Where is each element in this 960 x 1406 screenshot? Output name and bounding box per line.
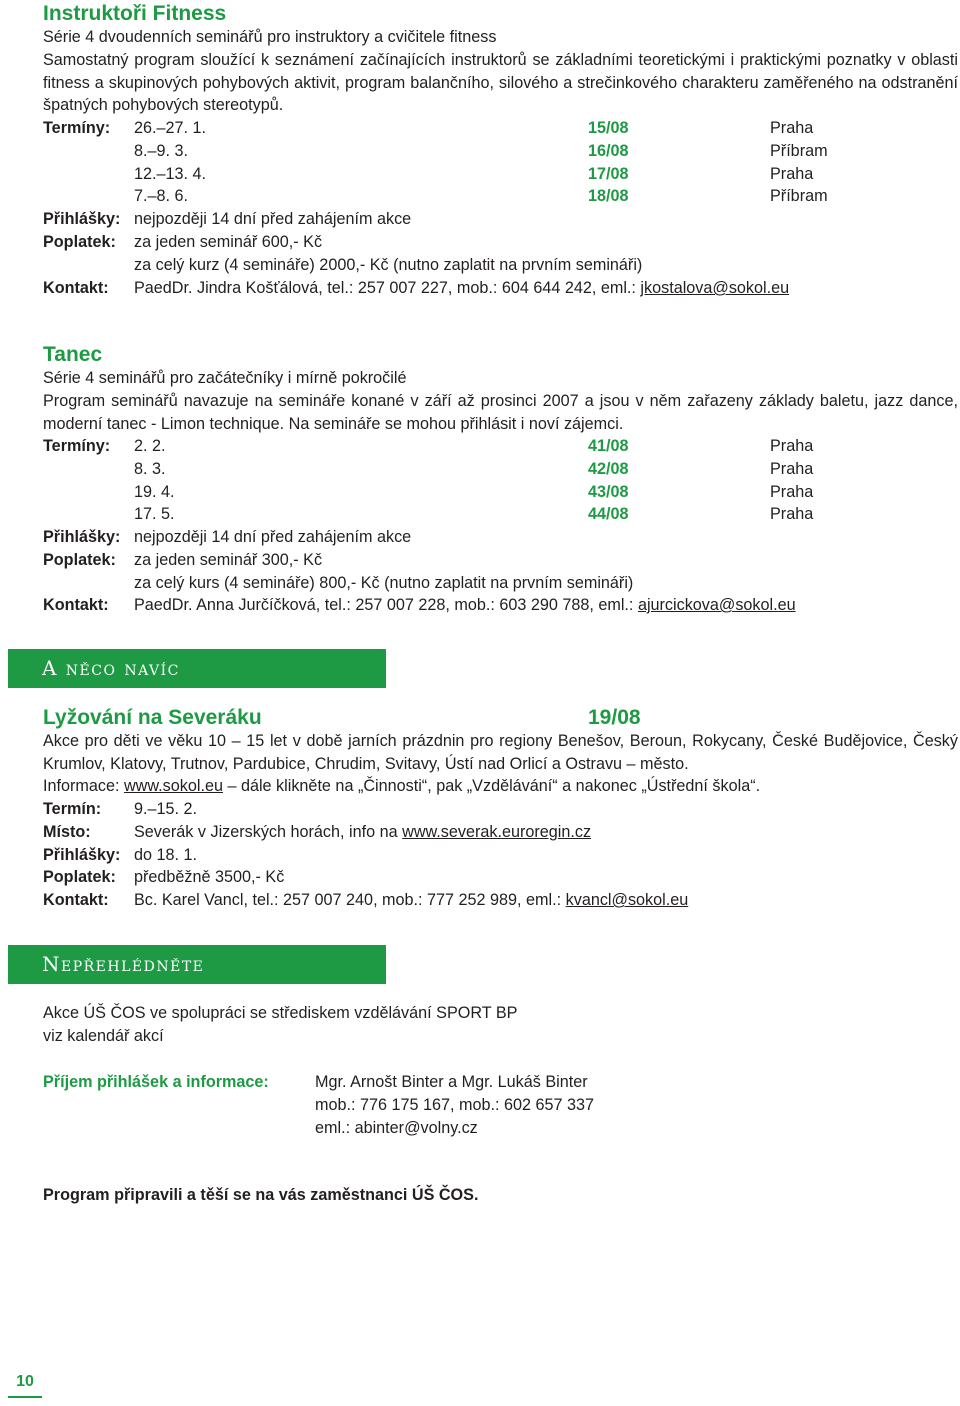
contact-details: Bc. Karel Vancl, tel.: 257 007 240, mob.: 777 252 989, eml.: (134, 891, 566, 909)
term-code: 17/08 (588, 165, 629, 183)
fee-label: Poplatek: (43, 868, 116, 886)
fee-text: za jeden seminář 600,- Kč (134, 233, 323, 251)
term-place: Praha (770, 505, 814, 523)
contact-text (134, 277, 789, 300)
term-code: 43/08 (588, 483, 629, 501)
term-place: Praha (770, 483, 814, 501)
fitness-subtitle: Série 4 dvoudenních seminářů pro instruktory a cvičitele fitness (43, 28, 497, 46)
dance-title: Tanec (43, 343, 103, 366)
term-place: Praha (770, 165, 814, 183)
contact-email-link[interactable]: kvancl@sokol.eu (565, 891, 689, 909)
info-text: – dále klikněte na „Činnosti“, pak „Vzdělávání“ a nakonec „Ústřední škola“. (222, 777, 761, 795)
signup-text: nejpozději 14 dní před zahájením akce (134, 210, 412, 228)
terms-label: Termíny: (43, 119, 111, 137)
signup-label: Přihlášky: (43, 846, 121, 864)
term-code: 18/08 (588, 187, 629, 205)
section-banner-extra: A něco navíc (8, 649, 386, 688)
term-date: 7.–8. 6. (134, 187, 189, 205)
signup-text: nejpozději 14 dní před zahájením akce (134, 528, 412, 546)
term-code: 15/08 (588, 119, 629, 137)
term-date: 9.–15. 2. (134, 800, 198, 818)
fitness-description: Samostatný program sloužící k seznámení začínajících instruktorů se základními teoretickými i praktickými poznatky v oblasti fitness a skupinových pohybových aktivit, program balančního, silového a strečinkového charakteru zaměřeného na odstranění špatných pohybových stereotypů. (43, 51, 958, 115)
term-place: Příbram (770, 187, 828, 205)
contact-details: PaedDr. Anna Jurčíčková, tel.: 257 007 228, mob.: 603 290 788, eml.: (134, 596, 638, 614)
ski-description: Akce pro děti ve věku 10 – 15 let v době jarních prázdnin pro regiony Benešov, Beroun, Rokycany, České Budějovice, Český Krumlov, Klatovy, Trutnov, Pardubice, Chrudim, Svitavy, Ústí nad Orlicí a Ostravu – město. (43, 732, 958, 773)
severak-web-link[interactable]: www.severak.euroregin.cz (402, 823, 592, 841)
place-label: Místo: (43, 823, 91, 841)
term-date: 26.–27. 1. (134, 119, 207, 137)
term-date: 17. 5. (134, 505, 175, 523)
fee-text: za jeden seminář 300,- Kč (134, 551, 323, 569)
term-place: Praha (770, 460, 814, 478)
term-date: 2. 2. (134, 437, 166, 455)
fee-text: za celý kurs (4 semináře) 800,- Kč (nutno zaplatit na prvním semináři) (134, 574, 634, 592)
place-details: Severák v Jizerských horách, info na (134, 823, 403, 841)
page-number: 10 (8, 1368, 42, 1398)
info-label: Příjem přihlášek a informace: (43, 1073, 269, 1091)
fee-label: Poplatek: (43, 233, 116, 251)
contact-email-link[interactable]: ajurcickova@sokol.eu (637, 596, 796, 614)
sokol-web-link[interactable]: www.sokol.eu (123, 777, 223, 795)
dance-description: Program seminářů navazuje na semináře konané v září až prosinci 2007 a jsou v něm zařazeny základy baletu, jazz dance, moderní tanec - Limon technique. Na semináře se mohou přihlásit i noví zájemci. (43, 392, 958, 433)
contact-email-link[interactable]: jkostalova@sokol.eu (640, 279, 790, 297)
contact-details: PaedDr. Jindra Košťálová, tel.: 257 007 227, mob.: 604 644 242, eml.: (134, 279, 641, 297)
fitness-title: Instruktoři Fitness (43, 2, 227, 25)
term-code: 41/08 (588, 437, 629, 455)
signup-label: Přihlášky: (43, 528, 121, 546)
terms-label: Termíny: (43, 437, 111, 455)
term-place: Praha (770, 437, 814, 455)
ski-code: 19/08 (588, 706, 641, 729)
place-text (134, 821, 591, 844)
term-code: 42/08 (588, 460, 629, 478)
term-place: Příbram (770, 142, 828, 160)
notice-info-1: Mgr. Arnošt Binter a Mgr. Lukáš Binter (315, 1073, 588, 1091)
notice-line-2: viz kalendář akcí (43, 1027, 164, 1045)
notice-info-label (43, 1071, 269, 1094)
fee-text: za celý kurz (4 semináře) 2000,- Kč (nutno zaplatit na prvním semináři) (134, 256, 643, 274)
term-code: 44/08 (588, 505, 629, 523)
notice-info-2: mob.: 776 175 167, mob.: 602 657 337 (315, 1096, 594, 1114)
signup-label: Přihlášky: (43, 210, 121, 228)
signup-text: do 18. 1. (134, 846, 198, 864)
section-banner-notice: Nepřehlédněte (8, 945, 386, 984)
ski-info-row (43, 775, 760, 798)
term-date: 12.–13. 4. (134, 165, 207, 183)
term-date: 8.–9. 3. (134, 142, 189, 160)
ski-title: Lyžování na Severáku (43, 706, 262, 729)
info-label: Informace: (43, 777, 124, 795)
fee-label: Poplatek: (43, 551, 116, 569)
contact-label: Kontakt: (43, 891, 109, 909)
fee-text: předběžně 3500,- Kč (134, 868, 285, 886)
term-label: Termín: (43, 800, 102, 818)
contact-label: Kontakt: (43, 596, 109, 614)
term-date: 8. 3. (134, 460, 166, 478)
notice-info-3: eml.: abinter@volny.cz (315, 1119, 478, 1137)
notice-line-1: Akce ÚŠ ČOS ve spolupráci se střediskem vzdělávání SPORT BP (43, 1004, 518, 1022)
term-place: Praha (770, 119, 814, 137)
footer-note: Program připravili a těší se na vás zaměstnanci ÚŠ ČOS. (43, 1186, 479, 1204)
dance-subtitle: Série 4 seminářů pro začátečníky i mírně pokročilé (43, 369, 407, 387)
term-date: 19. 4. (134, 483, 175, 501)
contact-text (134, 594, 796, 617)
contact-text (134, 889, 688, 912)
contact-label: Kontakt: (43, 279, 109, 297)
term-code: 16/08 (588, 142, 629, 160)
